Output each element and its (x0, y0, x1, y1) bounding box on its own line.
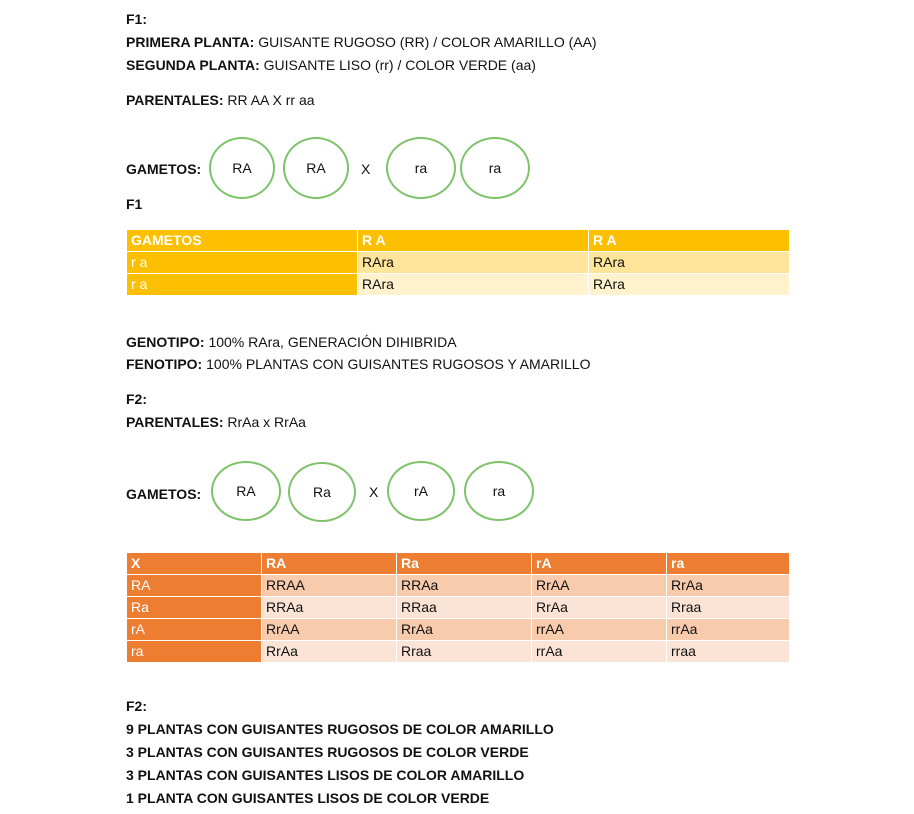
table-cell: RrAa (667, 575, 790, 597)
f1-title: F1: (126, 11, 147, 27)
table-header-cell: ra (667, 553, 790, 575)
table-row-label: RA (127, 575, 262, 597)
parentales-f1-line (126, 91, 315, 109)
parentales-f2-text: RrAa x RrAa (223, 414, 306, 430)
table-cell: rrAA (532, 619, 667, 641)
table-cell: RrAa (397, 619, 532, 641)
f2-title: F2: (126, 391, 147, 407)
table-header-cell: GAMETOS (127, 230, 358, 252)
gamete-f2-2: Ra (288, 462, 356, 522)
table-cell: RAra (589, 274, 790, 296)
table-row (127, 619, 790, 641)
table-cell: Rraa (667, 597, 790, 619)
gametos-f2-label: GAMETOS: (126, 486, 202, 502)
summary-item: 3 PLANTAS CON GUISANTES LISOS DE COLOR AMARILLO (126, 767, 525, 783)
gamete-f2-3: rA (387, 461, 455, 521)
table-row-label: ra (127, 641, 262, 663)
table-cell: RrAa (532, 597, 667, 619)
table-cell: RAra (589, 252, 790, 274)
table-cell: RRAa (397, 575, 532, 597)
f1-table-title: F1 (126, 196, 143, 212)
table-row (127, 597, 790, 619)
gamete-f1-4: ra (460, 137, 530, 199)
table-cell: RRaa (397, 597, 532, 619)
table-row (127, 274, 790, 296)
table-header-cell: R A (589, 230, 790, 252)
fenotipo-label: FENOTIPO: (126, 356, 203, 372)
parentales-f1-label: PARENTALES: (126, 92, 224, 108)
table-cell: rrAa (532, 641, 667, 663)
table-row-label: rA (127, 619, 262, 641)
table-row-label: Ra (127, 597, 262, 619)
gametos-f1-label: GAMETOS: (126, 161, 202, 177)
genotipo-line (126, 333, 457, 351)
table-cell: RrAA (532, 575, 667, 597)
gamete-f1-2: RA (283, 137, 349, 199)
table-cell: RrAA (262, 619, 397, 641)
parentales-f1-text: RR AA X rr aa (223, 92, 315, 108)
table-cell: Rraa (397, 641, 532, 663)
table-cell: RrAa (262, 641, 397, 663)
table-row-label: r a (127, 252, 358, 274)
gamete-f2-1: RA (211, 461, 281, 521)
primera-planta-label: PRIMERA PLANTA: (126, 34, 255, 50)
punnett-table-f1 (126, 229, 790, 296)
table-header-cell: R A (358, 230, 589, 252)
table-cell: rrAa (667, 619, 790, 641)
table-row-label: r a (127, 274, 358, 296)
gamete-f1-1: RA (209, 137, 275, 199)
summary-item: 3 PLANTAS CON GUISANTES RUGOSOS DE COLOR VERDE (126, 744, 529, 760)
table-header-cell: X (127, 553, 262, 575)
fenotipo-text: 100% PLANTAS CON GUISANTES RUGOSOS Y AMARILLO (202, 356, 591, 372)
punnett-table-f2 (126, 552, 790, 663)
table-row (127, 252, 790, 274)
parentales-f2-label: PARENTALES: (126, 414, 224, 430)
table-header-cell: Ra (397, 553, 532, 575)
summary-item: 1 PLANTA CON GUISANTES LISOS DE COLOR VERDE (126, 790, 490, 806)
table-header-cell: rA (532, 553, 667, 575)
table-header-row (127, 230, 790, 252)
segunda-planta-text: GUISANTE LISO (rr) / COLOR VERDE (aa) (259, 57, 536, 73)
cross-mark-f1: X (361, 161, 371, 177)
table-cell: RAra (358, 252, 589, 274)
parentales-f2-line (126, 413, 306, 431)
f2-summary-title: F2: (126, 698, 147, 714)
primera-planta-line (126, 33, 597, 51)
segunda-planta-label: SEGUNDA PLANTA: (126, 57, 260, 73)
gamete-f2-4: ra (464, 461, 534, 521)
genotipo-text: 100% RAra, GENERACIÓN DIHIBRIDA (204, 334, 457, 350)
table-header-cell: RA (262, 553, 397, 575)
table-row (127, 575, 790, 597)
primera-planta-text: GUISANTE RUGOSO (RR) / COLOR AMARILLO (AA) (254, 34, 597, 50)
table-cell: rraa (667, 641, 790, 663)
cross-mark-f2: X (369, 484, 379, 500)
summary-item: 9 PLANTAS CON GUISANTES RUGOSOS DE COLOR AMARILLO (126, 721, 554, 737)
table-header-row (127, 553, 790, 575)
table-cell: RRAa (262, 597, 397, 619)
genotipo-label: GENOTIPO: (126, 334, 205, 350)
gamete-f1-3: ra (386, 137, 456, 199)
fenotipo-line (126, 355, 590, 373)
table-cell: RRAA (262, 575, 397, 597)
segunda-planta-line (126, 56, 536, 74)
table-row (127, 641, 790, 663)
table-cell: RAra (358, 274, 589, 296)
